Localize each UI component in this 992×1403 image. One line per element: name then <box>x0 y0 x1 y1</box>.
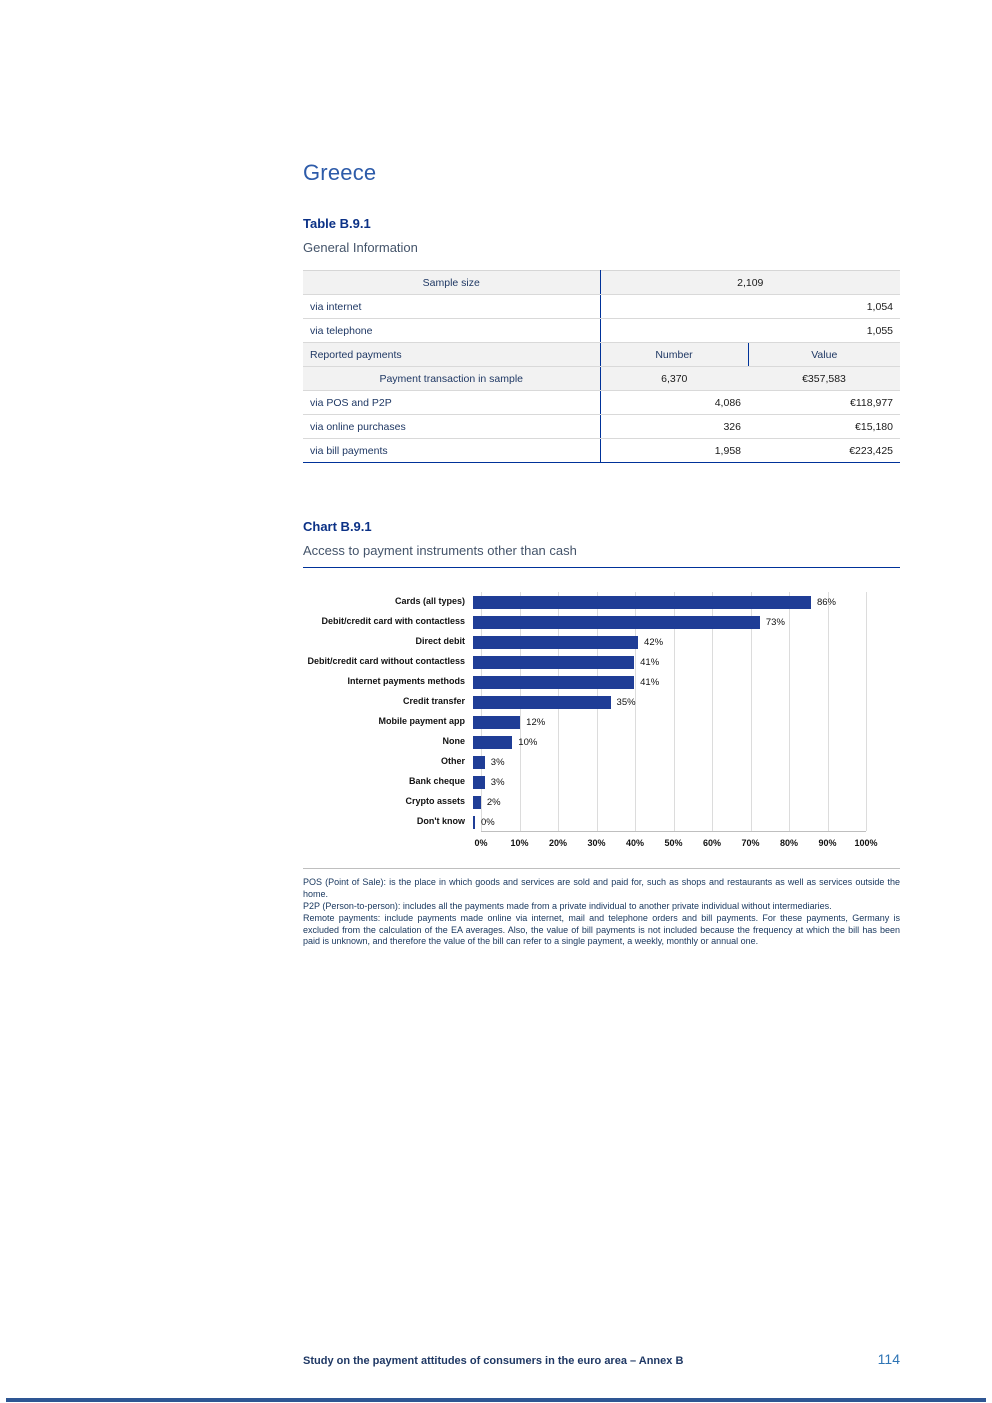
bar-category-label: Debit/credit card with contactless <box>321 616 465 627</box>
footer-text: Study on the payment attitudes of consumers in the euro area – Annex B <box>303 1355 684 1367</box>
bar-track <box>473 816 866 829</box>
table-row-payment-transaction <box>303 367 900 391</box>
bar-row <box>303 612 866 632</box>
x-axis-tick: 20% <box>548 838 568 848</box>
bar-track <box>473 736 866 749</box>
bar-category-label: Don't know <box>416 816 465 827</box>
row-number: 6,370 <box>600 367 748 391</box>
row-label: Payment transaction in sample <box>303 367 600 391</box>
bar-track <box>473 676 866 689</box>
row-value: 1,054 <box>600 295 900 319</box>
chart-x-axis <box>474 832 878 852</box>
bar-value-label: 0% <box>481 816 495 828</box>
bar-category-label: Debit/credit card without contactless <box>307 656 465 667</box>
bar-category-label: Other <box>440 756 465 767</box>
bar-row <box>303 772 866 792</box>
bar-row <box>303 792 866 812</box>
bar <box>473 736 512 749</box>
table-row-via-online-purchases <box>303 415 900 439</box>
x-axis-tick: 40% <box>625 838 645 848</box>
bar-row <box>303 692 866 712</box>
bar-value-label: 3% <box>490 776 505 788</box>
x-axis-tick: 90% <box>818 838 837 848</box>
bar-row <box>303 732 866 752</box>
row-label: via bill payments <box>310 444 388 457</box>
row-number: 4,086 <box>600 391 748 415</box>
x-axis-tick: 80% <box>779 838 799 848</box>
bar-track <box>473 636 866 649</box>
x-axis-tick: 0% <box>474 838 488 848</box>
notes-top-rule <box>303 868 900 869</box>
row-label: via telephone <box>303 319 600 343</box>
bar-track <box>473 656 866 669</box>
bar-row <box>303 752 866 772</box>
bar-row <box>303 592 866 612</box>
bar <box>473 616 760 629</box>
bar <box>473 776 485 789</box>
bar-row <box>303 712 866 732</box>
page-number: 114 <box>877 1351 900 1367</box>
x-axis-tick: 60% <box>702 838 722 848</box>
bar-track <box>473 696 866 709</box>
bar <box>473 716 520 729</box>
column-header-number: Number <box>600 343 748 367</box>
row-label: via POS and P2P <box>303 391 600 415</box>
bar-row <box>303 812 866 832</box>
page-title: Greece <box>303 160 377 185</box>
bar-track <box>473 796 866 809</box>
row-number: 326 <box>600 415 748 439</box>
bar-value-label: 10% <box>518 736 538 748</box>
footnotes <box>303 877 900 948</box>
column-header-value: Value <box>748 343 900 367</box>
table-heading: Table B.9.1 <box>303 216 371 231</box>
bar-value-label: 42% <box>644 636 664 648</box>
bar-category-label: Mobile payment app <box>378 716 465 727</box>
bar <box>473 696 611 709</box>
chart-plot <box>303 592 866 832</box>
bar-category-label: Cards (all types) <box>394 596 465 607</box>
bar-category-label: Internet payments methods <box>347 676 465 687</box>
table-row-sample-size <box>303 271 900 295</box>
chart-rows <box>303 592 866 832</box>
bar-category-label: Bank cheque <box>408 776 465 787</box>
bar <box>473 656 634 669</box>
bar <box>473 636 638 649</box>
bar-value-label: 41% <box>640 656 660 668</box>
page-bottom-rule <box>6 1398 986 1402</box>
bar-category-label: Credit transfer <box>402 696 465 707</box>
table-row-reported-payments <box>303 343 900 367</box>
bar-track <box>473 596 866 609</box>
bar-value-label: 2% <box>486 796 501 808</box>
bar-value-label: 41% <box>640 676 660 688</box>
bar-row <box>303 632 866 652</box>
chart-heading: Chart B.9.1 <box>303 519 372 534</box>
row-number: 1,958 <box>600 439 748 463</box>
bar-value-label: 3% <box>490 756 505 768</box>
bar-track <box>473 716 866 729</box>
row-label: Reported payments <box>303 343 600 367</box>
row-value: €223,425 <box>849 444 893 457</box>
general-info-table <box>303 270 900 463</box>
row-value: 1,055 <box>600 319 900 343</box>
chart-subtitle: Access to payment instruments other than cash <box>303 543 577 558</box>
row-value: €15,180 <box>748 415 900 439</box>
bar-row <box>303 672 866 692</box>
x-axis-tick: 50% <box>664 838 683 848</box>
footnote-pos: POS (Point of Sale): is the place in which goods and services are sold and paid for, such as shops and restaurants as well as services outside the home. <box>303 877 900 899</box>
bar-category-label: Direct debit <box>415 636 465 647</box>
bar-chart <box>303 592 878 852</box>
footnote-remote: Remote payments: include payments made online via internet, mail and telephone orders and bill payments. For these payments, Germany is excluded from the calculation of the EA averages. Also, the value of bill payments is not included because the frequency at which the bill has been paid is unknown, and therefore the value of the bill can refer to a single payment, a weekly, monthly or annual one. <box>303 912 900 947</box>
bar-value-label: 12% <box>526 716 546 728</box>
bar-value-label: 35% <box>616 696 636 708</box>
row-label: Sample size <box>303 271 600 295</box>
bar-track <box>473 756 866 769</box>
table-row-via-bill-payments <box>303 439 900 463</box>
row-value: 2,109 <box>600 271 900 295</box>
bar-value-label: 73% <box>765 616 785 628</box>
bar <box>473 756 485 769</box>
table-row-via-internet <box>303 295 900 319</box>
bar <box>473 596 811 609</box>
bar-row <box>303 652 866 672</box>
x-axis-tick: 10% <box>510 838 529 848</box>
bar-category-label: Crypto assets <box>405 796 465 807</box>
bar-value-label: 86% <box>816 596 836 608</box>
bar-track <box>473 776 866 789</box>
row-value: €357,583 <box>748 367 900 391</box>
gridline <box>866 592 867 831</box>
row-label: via internet <box>303 295 600 319</box>
bar-category-label: None <box>442 736 465 747</box>
page-footer <box>303 1351 900 1367</box>
table-subtitle: General Information <box>303 240 418 255</box>
row-label: via online purchases <box>303 415 600 439</box>
bar <box>473 676 634 689</box>
table-row-via-telephone <box>303 319 900 343</box>
bar <box>473 796 481 809</box>
page-content <box>303 160 900 948</box>
x-axis-tick: 30% <box>587 838 606 848</box>
table-row-via-pos-p2p <box>303 391 900 415</box>
row-value: €118,977 <box>748 391 900 415</box>
x-axis-tick: 100% <box>854 838 878 848</box>
bar <box>473 816 475 829</box>
bar-track <box>473 616 866 629</box>
footnote-p2p: P2P (Person-to-person): includes all the payments made from a private individual to another private individual without intermediaries. <box>303 900 832 911</box>
x-axis-tick: 70% <box>741 838 760 848</box>
chart-top-rule <box>303 567 900 568</box>
